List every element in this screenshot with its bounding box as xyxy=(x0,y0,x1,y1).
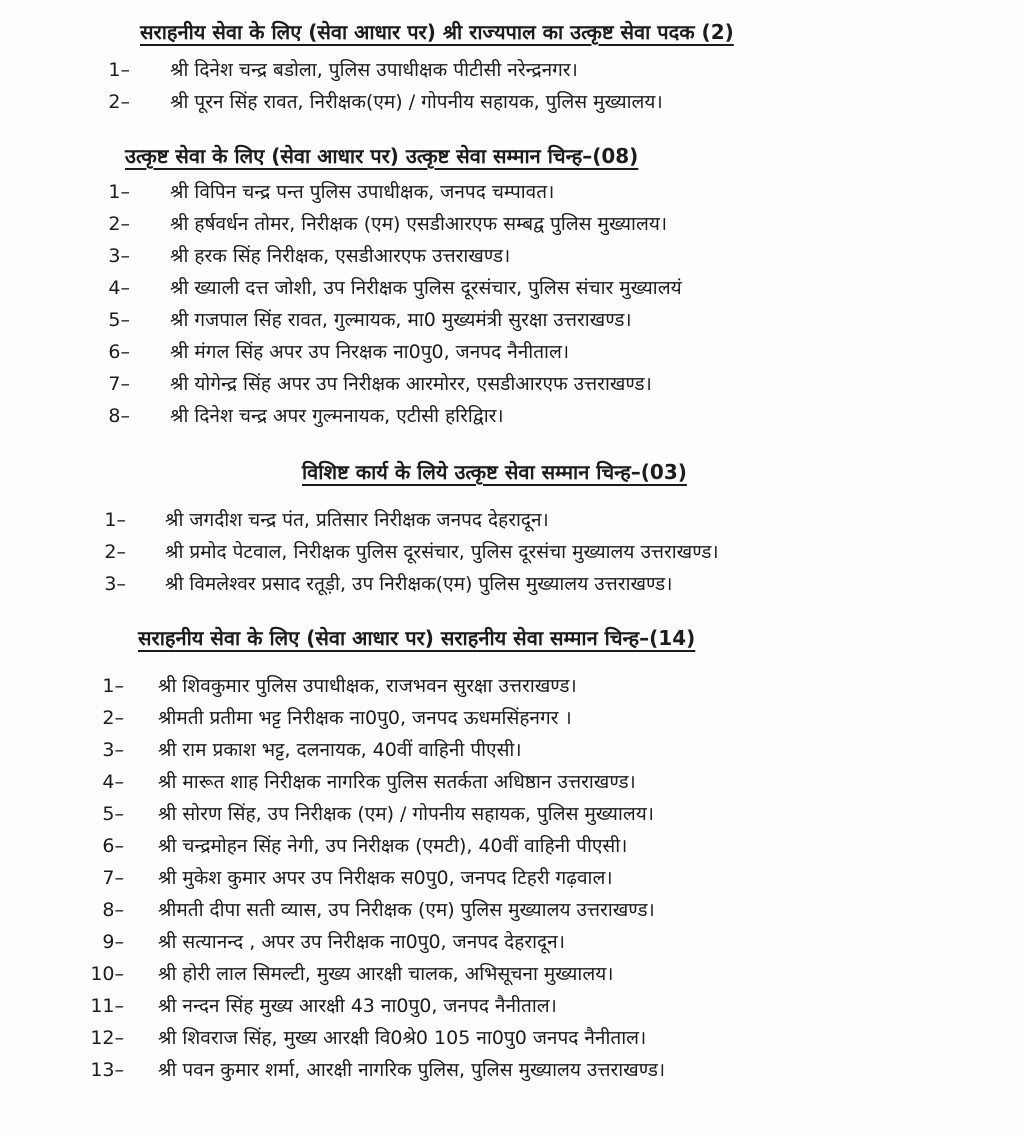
list-item-number: 3– xyxy=(102,739,124,761)
section-title-excellent-service: उत्कृष्ट सेवा के लिए (सेवा आधार पर) उत्कृष्ट सेवा सम्मान चिन्ह–(08) xyxy=(125,144,639,168)
list-item-number: 1– xyxy=(104,509,126,531)
list-item-number: 1– xyxy=(102,675,124,697)
list-item-text: श्री योगेन्द्र सिंह अपर उप निरीक्षक आरमोरर, एसडीआरएफ उत्तराखण्ड। xyxy=(170,373,652,395)
list-item-text: श्री चन्द्रमोहन सिंह नेगी, उप निरीक्षक (एमटी), 40वीं वाहिनी पीएसी। xyxy=(158,835,628,857)
list-item-text: श्री दिनेश चन्द्र अपर गुल्मनायक, एटीसी हरिद्विार। xyxy=(170,405,504,427)
section-title-rajyapal-medal: सराहनीय सेवा के लिए (सेवा आधार पर) श्री राज्यपाल का उत्कृष्ट सेवा पदक (2) xyxy=(140,20,734,44)
list-item-number: 5– xyxy=(102,803,124,825)
list-item-number: 1– xyxy=(108,181,130,203)
list-item-text: श्री हरक सिंह निरीक्षक, एसडीआरएफ उत्तराखण्ड। xyxy=(170,245,511,267)
list-item-text: श्री नन्दन सिंह मुख्य आरक्षी 43 ना0पु0, जनपद नैनीताल। xyxy=(158,995,557,1017)
list-item-text: श्रीमती दीपा सती व्यास, उप निरीक्षक (एम) पुलिस मुख्यालय उत्तराखण्ड। xyxy=(158,899,655,921)
list-item-text: श्री मुकेश कुमार अपर उप निरीक्षक स0पु0, जनपद टिहरी गढ़वाल। xyxy=(158,867,613,889)
list-item-text: श्री मंगल सिंह अपर उप निरक्षक ना0पु0, जनपद नैनीताल। xyxy=(170,341,570,363)
list-item-number: 3– xyxy=(108,245,130,267)
list-item-number: 1– xyxy=(108,59,130,81)
list-item-text: श्री शिवकुमार पुलिस उपाधीक्षक, राजभवन सुरक्षा उत्तराखण्ड। xyxy=(158,675,577,697)
list-item-number: 13– xyxy=(90,1059,124,1081)
list-item-text: श्री होरी लाल सिमल्टी, मुख्य आरक्षी चालक, अभिसूचना मुख्यालय। xyxy=(158,963,614,985)
list-item-number: 9– xyxy=(102,931,124,953)
list-item-text: श्री सोरण सिंह, उप निरीक्षक (एम) / गोपनीय सहायक, पुलिस मुख्यालय। xyxy=(158,803,654,825)
list-item-text: श्री ख्याली दत्त जोशी, उप निरीक्षक पुलिस दूरसंचार, पुलिस संचार मुख्यालयं xyxy=(170,277,682,299)
list-item-text: श्री गजपाल सिंह रावत, गुल्मायक, मा0 मुख्यमंत्री सुरक्षा उत्तराखण्ड। xyxy=(170,309,632,331)
list-item-text: श्री जगदीश चन्द्र पंत, प्रतिसार निरीक्षक जनपद देहरादून। xyxy=(165,509,549,531)
list-item-text: श्री पवन कुमार शर्मा, आरक्षी नागरिक पुलिस, पुलिस मुख्यालय उत्तराखण्ड। xyxy=(158,1059,666,1081)
list-item-number: 10– xyxy=(90,963,124,985)
list-item-text: श्रीमती प्रतीमा भट्ट निरीक्षक ना0पु0, जनपद ऊधमसिंहनगर । xyxy=(158,707,572,729)
list-item-number: 7– xyxy=(108,373,130,395)
list-item-number: 6– xyxy=(102,835,124,857)
list-item-number: 4– xyxy=(108,277,130,299)
list-item-number: 11– xyxy=(90,995,124,1017)
list-item-number: 8– xyxy=(108,405,130,427)
list-item-text: श्री प्रमोद पेटवाल, निरीक्षक पुलिस दूरसंचार, पुलिस दूरसंचा मुख्यालय उत्तराखण्ड। xyxy=(165,541,719,563)
list-item-number: 4– xyxy=(102,771,124,793)
list-item-number: 3– xyxy=(104,573,126,595)
list-item-number: 6– xyxy=(108,341,130,363)
list-item-text: श्री सत्यानन्द , अपर उप निरीक्षक ना0पु0, जनपद देहरादून। xyxy=(158,931,565,953)
list-item-number: 7– xyxy=(102,867,124,889)
list-item-text: श्री दिनेश चन्द्र बडोला, पुलिस उपाधीक्षक पीटीसी नरेन्द्रनगर। xyxy=(170,59,578,81)
list-item-text: श्री मारूत शाह निरीक्षक नागरिक पुलिस सतर्कता अधिष्ठान उत्तराखण्ड। xyxy=(158,771,636,793)
list-item-text: श्री राम प्रकाश भट्ट, दलनायक, 40वीं वाहिनी पीएसी। xyxy=(158,739,522,761)
section-title-special-work: विशिष्ट कार्य के लिये उत्कृष्ट सेवा सम्मान चिन्ह–(03) xyxy=(302,460,687,484)
list-item-number: 12– xyxy=(90,1027,124,1049)
list-item-number: 2– xyxy=(104,541,126,563)
list-item-number: 2– xyxy=(108,213,130,235)
list-item-text: श्री विमलेश्वर प्रसाद रतूड़ी, उप निरीक्षक(एम) पुलिस मुख्यालय उत्तराखण्ड। xyxy=(165,573,673,595)
list-item-number: 2– xyxy=(108,91,130,113)
list-item-number: 8– xyxy=(102,899,124,921)
list-item-number: 2– xyxy=(102,707,124,729)
list-item-text: श्री विपिन चन्द्र पन्त पुलिस उपाधीक्षक, जनपद चम्पावत। xyxy=(170,181,555,203)
list-item-text: श्री हर्षवर्धन तोमर, निरीक्षक (एम) एसडीआरएफ सम्बद्व पुलिस मुख्यालय। xyxy=(170,213,668,235)
list-item-text: श्री पूरन सिंह रावत, निरीक्षक(एम) / गोपनीय सहायक, पुलिस मुख्यालय। xyxy=(170,91,663,113)
list-item-text: श्री शिवराज सिंह, मुख्य आरक्षी वि0श्रे0 105 ना0पु0 जनपद नैनीताल। xyxy=(158,1027,647,1049)
section-title-commendable-service: सराहनीय सेवा के लिए (सेवा आधार पर) सराहनीय सेवा सम्मान चिन्ह–(14) xyxy=(138,626,696,650)
list-item-number: 5– xyxy=(108,309,130,331)
